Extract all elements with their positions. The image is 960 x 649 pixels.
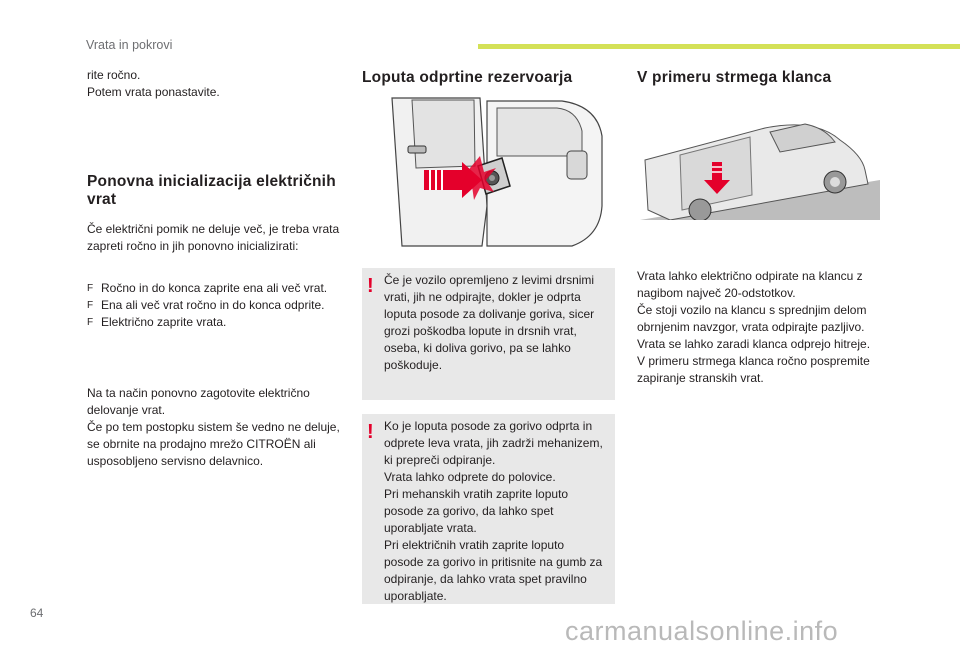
header-accent-bar	[478, 44, 960, 49]
intro-line: rite ročno.	[87, 68, 141, 82]
warning-line: oseba, ki doliva gorivo, pa se lahko	[384, 341, 571, 355]
warning-line: ki prepreči odpiranje.	[384, 453, 496, 467]
reinit-paragraph	[87, 221, 349, 255]
warning-text	[384, 272, 607, 374]
paragraph-line: nagibom največ 20-odstotkov.	[637, 286, 796, 300]
van-side-fuel-flap-drawing	[362, 96, 615, 258]
warning-line: odprete leva vrata, jih zadrži mehanizem,	[384, 436, 603, 450]
warning-icon: !	[367, 421, 374, 443]
warning-box-door-flap	[362, 268, 615, 400]
warning-line: Ko je loputa posode za gorivo odprta in	[384, 419, 593, 433]
watermark: carmanualsonline.info	[565, 616, 839, 646]
warning-icon: !	[367, 275, 374, 297]
warning-line: posode za gorivo in pritisnite na gumb za	[384, 555, 603, 569]
warning-box-flap-mechanism	[362, 414, 615, 604]
paragraph-line: V primeru strmega klanca ročno pospremite	[637, 354, 870, 368]
intro-text	[87, 67, 349, 101]
list-item	[87, 297, 349, 314]
page-number: 64	[30, 606, 44, 620]
slope-heading: V primeru strmega klanca	[637, 69, 832, 86]
paragraph-line: Vrata se lahko zaradi klanca odprejo hitreje.	[637, 337, 871, 351]
warning-line: loputa posode za dolivanje goriva, sicer	[384, 307, 595, 321]
list-item	[87, 280, 349, 297]
paragraph-line: Če po tem postopku sistem še vedno ne deluje,	[87, 420, 340, 434]
fuel-flap-heading: Loputa odprtine rezervoarja	[362, 69, 573, 86]
paragraph-line: Vrata lahko električno odpirate na klancu z	[637, 269, 863, 283]
warning-line: Pri mehanskih vratih zaprite loputo	[384, 487, 569, 501]
warning-line: uporabljate.	[384, 589, 447, 603]
section-title: Vrata in pokrovi	[86, 38, 173, 52]
bullet-marker: F	[87, 317, 94, 328]
warning-line: poškoduje.	[384, 358, 443, 372]
reinit-heading	[87, 173, 349, 209]
paragraph-line: Če stoji vozilo na klancu s sprednjim delom	[637, 303, 867, 317]
warning-line: vrati, jih ne odpirajte, dokler je odprta	[384, 290, 581, 304]
bullet-text: Ena ali več vrat ročno in do konca odprite.	[101, 298, 325, 312]
reinit-result-paragraph	[87, 385, 349, 470]
slope-paragraph	[637, 268, 899, 387]
slope-illustration	[640, 110, 880, 220]
warning-line: grozi poškodba lopute in drsnih vrat,	[384, 324, 577, 338]
warning-text	[384, 418, 607, 605]
warning-line: Če je vozilo opremljeno z levimi drsnimi	[384, 273, 595, 287]
paragraph-line: zapiranje stranskih vrat.	[637, 371, 764, 385]
warning-line: uporabljate vrata.	[384, 521, 477, 535]
paragraph-line: Na ta način ponovno zagotovite električno	[87, 386, 310, 400]
warning-line: Vrata lahko odprete do polovice.	[384, 470, 556, 484]
warning-line: posode za gorivo, da lahko spet	[384, 504, 554, 518]
paragraph-line: usposobljeno servisno delavnico.	[87, 454, 264, 468]
paragraph-line: delovanje vrat.	[87, 403, 166, 417]
paragraph-line: se obrnite na prodajno mrežo CITROËN ali	[87, 437, 316, 451]
bullet-text: Električno zaprite vrata.	[101, 315, 227, 329]
fuel-flap-illustration	[362, 96, 615, 258]
paragraph-line: Če električni pomik ne deluje več, je treba vrata	[87, 222, 340, 236]
intro-line: Potem vrata ponastavite.	[87, 85, 220, 99]
bullet-marker: F	[87, 300, 94, 311]
van-on-slope-drawing	[640, 110, 880, 220]
reinit-steps	[87, 280, 349, 331]
bullet-marker: F	[87, 283, 94, 294]
heading-line: Ponovna inicializacija električnih	[87, 173, 336, 190]
heading-line: vrat	[87, 191, 117, 208]
paragraph-line: zapreti ročno in jih ponovno inicializirati:	[87, 239, 299, 253]
bullet-text: Ročno in do konca zaprite ena ali več vrat.	[101, 281, 328, 295]
warning-line: odpiranje, da lahko vrata spet pravilno	[384, 572, 587, 586]
paragraph-line: obrnjenim navzgor, vrata odpirajte pazljivo.	[637, 320, 865, 334]
list-item	[87, 314, 349, 331]
warning-line: Pri električnih vratih zaprite loputo	[384, 538, 565, 552]
